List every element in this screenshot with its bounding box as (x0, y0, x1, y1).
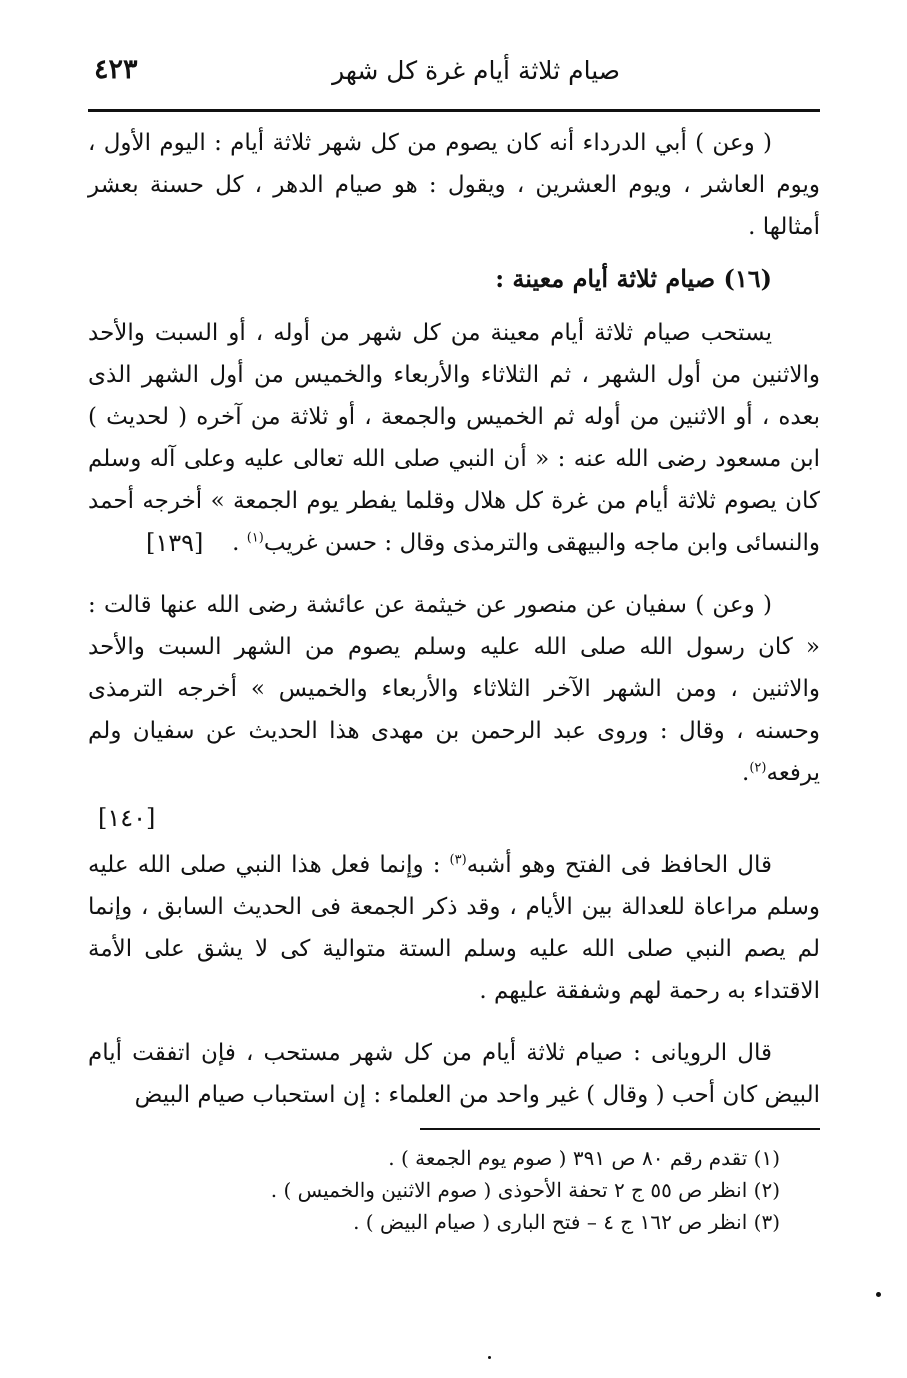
body-text (88, 122, 820, 1116)
book-page (88, 50, 820, 1238)
scan-speck (876, 1292, 881, 1297)
paragraph-three-specific-days (88, 312, 820, 564)
paragraph-hafiz-fath (88, 844, 820, 1012)
footnote-rule (420, 1128, 820, 1130)
footnote-1: (١) تقدم رقم ٨٠ ص ٣٩١ ( صوم يوم الجمعة ) . (388, 1146, 780, 1170)
footnote-marker-3: (٣) (449, 852, 467, 868)
paragraph-text: ( وعن ) سفيان عن منصور عن خيثمة عن عائشة رضى الله عنها قالت : « كان رسول الله صلى الله عليه وسلم يصوم من الشهر السبت والأحد والاثنين ، ومن الشهر الآخر الثلاثاء والأربعاء والخميس » أخرجه الترمذى وحسنه ، وقال : وروى عبد الرحمن بن مهدى هذا الحديث عن سفيان ولم يرفعه (88, 592, 820, 786)
running-head (88, 50, 820, 100)
scan-speck (488, 1356, 491, 1359)
paragraph-text: قال الحافظ فى الفتح وهو أشبه (466, 852, 772, 878)
running-head-title: صيام ثلاثة أيام غرة كل شهر (332, 56, 620, 85)
footnote-2: (٢) انظر ص ٥٥ ج ٢ تحفة الأحوذى ( صوم الاثنين والخميس ) . (270, 1178, 780, 1202)
page-number: ٤٢٣ (94, 54, 138, 85)
hadith-ref-140: [١٤٠] (98, 804, 156, 832)
paragraph-gap (88, 564, 820, 584)
footnotes (88, 1142, 820, 1238)
paragraph-text: : وإنما فعل هذا النبي صلى الله عليه وسلم مراعاة للعدالة بين الأيام ، وقد ذكر الجمعة فى الحديث السابق ، وإنما لم يصم النبي صلى الله عليه وسلم الستة متوالية كى لا يشق على الأمة الاقتداء به رحمة لهم وشفقة عليهم . (88, 852, 820, 1004)
header-rule (88, 109, 820, 112)
section-heading: (١٦) صيام ثلاثة أيام معينة : (495, 264, 772, 293)
paragraph-aisha-hadith (88, 584, 820, 794)
footnote-marker-2: (٢) (749, 760, 767, 776)
paragraph-end: . (742, 760, 750, 786)
footnote-marker-1: (١) (246, 530, 264, 546)
paragraph-abu-darda: ( وعن ) أبي الدرداء أنه كان يصوم من كل شهر ثلاثة أيام : اليوم الأول ، ويوم العاشر ، ويوم العشرين ، ويقول : هو صيام الدهر ، كل حسنة بعشر أمثالها . (88, 130, 820, 240)
paragraph-ruyani: قال الرويانى : صيام ثلاثة أيام من كل شهر مستحب ، فإن اتفقت أيام البيض كان أحب ( وقال ) غير واحد من العلماء : إن استحباب صيام البيض (88, 1040, 820, 1108)
paragraph-gap (88, 1012, 820, 1032)
hadith-ref-139: [١٣٩] (146, 529, 204, 557)
footnote-3: (٣) انظر ص ١٦٢ ج ٤ – فتح البارى ( صيام البيض ) . (353, 1210, 780, 1234)
paragraph-end: . (232, 530, 247, 556)
paragraph-text: يستحب صيام ثلاثة أيام معينة من كل شهر من أوله ، أو السبت والأحد والاثنين من أول الشهر ، ثم الثلاثاء والأربعاء والخميس من أول الشهر الذى بعده ، أو الاثنين من أوله ثم الخميس والجمعة ، أو ثلاثة من آخره ( لحديث ) ابن مسعود رضى الله عنه : « أن النبي صلى الله تعالى عليه وعلى آله وسلم كان يصوم ثلاثة أيام من غرة كل هلال وقلما يفطر يوم الجمعة » أخرجه أحمد والنسائى وابن ماجه والبيهقى والترمذى وقال : حسن غريب (88, 320, 820, 556)
